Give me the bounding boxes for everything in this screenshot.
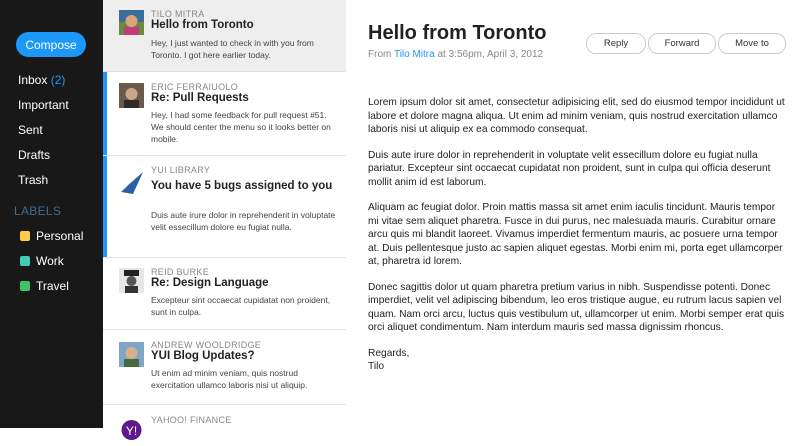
svg-text:Y!: Y! xyxy=(125,424,138,438)
label-text: Personal xyxy=(36,229,84,243)
nav-item-trash[interactable]: Trash xyxy=(18,173,49,187)
email-sender: YAHOO! FINANCE xyxy=(151,415,232,425)
label-work[interactable] xyxy=(20,254,64,268)
email-item-yahoo-finance[interactable] xyxy=(103,405,346,445)
nav-item-label: Inbox xyxy=(18,73,48,87)
labels-heading: LABELS xyxy=(14,204,62,218)
body-paragraph: Lorem ipsum dolor sit amet, consectetur adipisicing elit, sed do eiusmod tempor incididunt ut labore et dolore magna aliqua. Ut enim ad minim veniam, quis nostrud exercitation ullamco laboris nisi ut aliquip ex ea commodo consequat. xyxy=(368,97,785,135)
email-item-eric-ferraiuolo[interactable] xyxy=(103,72,346,156)
label-text: Travel xyxy=(36,279,69,293)
signature: Tilo xyxy=(368,361,385,372)
travel-color-swatch xyxy=(20,281,30,291)
email-meta xyxy=(368,49,543,60)
personal-color-swatch xyxy=(20,231,30,241)
email-subject: YUI Blog Updates? xyxy=(151,350,255,362)
email-item-andrew-wooldridge[interactable] xyxy=(103,330,346,405)
email-subject: Re: Pull Requests xyxy=(151,92,249,104)
nav-item-drafts[interactable]: Drafts xyxy=(18,148,51,162)
email-preview: Duis aute irure dolor in reprehenderit in voluptate velit essecillum dolore eu fugiat nulla. xyxy=(151,210,336,232)
email-item-reid-burke[interactable] xyxy=(103,258,346,330)
yahoo-logo-icon xyxy=(119,416,144,441)
avatar xyxy=(119,268,144,293)
email-sender: ANDREW WOOLDRIDGE xyxy=(151,340,262,350)
email-item-tilo-mitra[interactable] xyxy=(103,0,346,72)
email-title: Hello from Toronto xyxy=(368,22,547,44)
email-sender: TILO MITRA xyxy=(151,9,205,19)
move-to-button[interactable]: Move to xyxy=(718,33,786,54)
email-datetime: 3:56pm, April 3, 2012 xyxy=(448,49,544,60)
email-subject: Re: Design Language xyxy=(151,277,269,289)
inbox-count: (2) xyxy=(50,73,66,87)
email-list xyxy=(103,0,347,438)
email-sender: ERIC FERRAIUOLO xyxy=(151,82,239,92)
email-sender: YUI LIBRARY xyxy=(151,165,211,175)
email-preview: Excepteur sint occaecat cupidatat non proident, sunt in culpa. xyxy=(151,295,331,317)
compose-button[interactable]: Compose xyxy=(16,32,86,57)
body-paragraph: Aliquam ac feugiat dolor. Proin mattis massa sit amet enim iaculis tincidunt. Mauris tempor mi vitae sem aliquet pharetra. Fusce in dui purus, nec malesuada mauris. Curabitur ornare arcu quis mi blandit laoreet. Vivamus imperdiet fermentum mauris, ac posuere urna tempor at. Duis pellentesque justo ac sapien aliquet egestas. Morbi enim mi, porta eget ullamcorper at, pharetra id lorem. xyxy=(368,202,783,267)
email-content xyxy=(346,0,800,428)
forward-button[interactable]: Forward xyxy=(648,33,716,54)
yui-logo-icon xyxy=(119,170,145,196)
reply-button[interactable]: Reply xyxy=(586,33,646,54)
at-label: at xyxy=(437,49,446,60)
nav-item-important[interactable]: Important xyxy=(18,98,69,112)
email-body xyxy=(368,96,788,374)
email-preview: Ut enim ad minim veniam, quis nostrud exercitation ullamco laboris nisi ut aliquip. xyxy=(151,368,308,390)
body-paragraph: Donec sagittis dolor ut quam pharetra pretium varius in nibh. Suspendisse potenti. Donec imperdiet, velit vel adipiscing bibendum, leo eros tristique augue, eu rutrum lacus sapien vel quam. Nam orci arcu, luctus quis vestibulum ut, ullamcorper ut enim. Morbi semper erat quis orci aliquet condimentum. Nam interdum mauris sed massa dignissim rhoncus. xyxy=(368,281,785,333)
label-personal[interactable] xyxy=(20,229,83,243)
nav-item-sent[interactable]: Sent xyxy=(18,123,43,137)
signoff: Regards, xyxy=(368,347,410,359)
nav-item-inbox[interactable] xyxy=(18,73,65,87)
avatar xyxy=(119,83,144,108)
label-travel[interactable] xyxy=(20,279,69,293)
email-subject: Hello from Toronto xyxy=(151,19,254,31)
author-link[interactable]: Tilo Mitra xyxy=(393,49,435,60)
work-color-swatch xyxy=(20,256,30,266)
email-preview: Hey, I had some feedback for pull request #51. We should center the menu so it looks better on mobile. xyxy=(151,110,331,144)
label-text: Work xyxy=(36,254,64,268)
email-subject: You have 5 bugs assigned to you xyxy=(151,180,333,192)
from-label: From xyxy=(368,49,392,60)
sidebar xyxy=(0,0,103,428)
email-item-yui-library[interactable] xyxy=(103,156,346,258)
avatar xyxy=(119,342,144,367)
email-sender: REID BURKE xyxy=(151,267,210,277)
body-paragraph: Duis aute irure dolor in reprehenderit in voluptate velit essecillum dolore eu fugiat nulla pariatur. Excepteur sint occaecat cupidatat non proident, sunt in culpa qui officia deserunt mollit anim id est laborum. xyxy=(368,149,771,188)
email-preview: Hey, I just wanted to check in with you from Toronto. I got here earlier today. xyxy=(151,38,314,60)
email-content-header xyxy=(368,22,547,45)
avatar xyxy=(119,10,144,35)
